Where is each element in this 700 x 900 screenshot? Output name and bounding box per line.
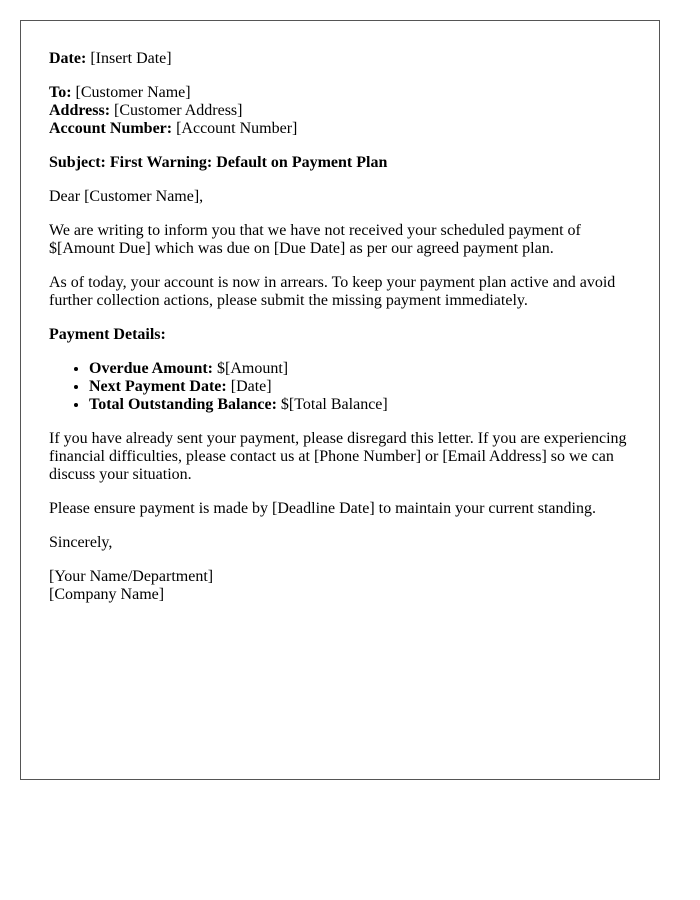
signature-company: [Company Name] <box>49 586 165 603</box>
to-line <box>49 84 631 102</box>
salutation: Dear [Customer Name], <box>49 188 204 205</box>
address-label: Address: <box>49 102 111 119</box>
list-item-next-payment-date <box>89 378 631 396</box>
date-value: [Insert Date] <box>90 50 172 67</box>
body-paragraph-1: We are writing to inform you that we have not received your scheduled payment of $[Amount Due] which was due on [Due Date] as per our agreed payment plan. <box>49 222 581 257</box>
date-line <box>49 50 631 68</box>
total-outstanding-balance-value: $[Total Balance] <box>280 396 388 413</box>
payment-details-heading-text: Payment Details: <box>49 326 166 343</box>
letter-document <box>20 20 660 780</box>
to-label: To: <box>49 84 72 101</box>
recipient-block <box>49 84 631 138</box>
subject-text: Subject: First Warning: Default on Payment Plan <box>49 154 388 171</box>
list-item-overdue-amount <box>89 360 631 378</box>
signature-name: [Your Name/Department] <box>49 568 214 585</box>
next-payment-date-value: [Date] <box>230 378 272 395</box>
payment-details-list <box>49 360 631 414</box>
payment-details-heading <box>49 326 631 344</box>
total-outstanding-balance-label: Total Outstanding Balance: <box>89 396 277 413</box>
overdue-amount-value: $[Amount] <box>217 360 289 377</box>
body-paragraph-2: As of today, your account is now in arrears. To keep your payment plan active and avoid further collection actions, please submit the missing payment immediately. <box>49 274 616 309</box>
body-paragraph-3: If you have already sent your payment, please disregard this letter. If you are experiencing financial difficulties, please contact us at [Phone Number] or [Email Address] so we can discuss your situation. <box>49 430 627 483</box>
next-payment-date-label: Next Payment Date: <box>89 378 227 395</box>
signature-block <box>49 568 631 604</box>
to-value: [Customer Name] <box>75 84 191 101</box>
list-item-total-outstanding-balance <box>89 396 631 414</box>
body-paragraph-4: Please ensure payment is made by [Deadline Date] to maintain your current standing. <box>49 500 596 517</box>
account-number-line <box>49 120 631 138</box>
address-line <box>49 102 631 120</box>
address-value: [Customer Address] <box>114 102 243 119</box>
account-number-label: Account Number: <box>49 120 173 137</box>
date-label: Date: <box>49 50 87 67</box>
overdue-amount-label: Overdue Amount: <box>89 360 213 377</box>
subject-line <box>49 154 631 172</box>
account-number-value: [Account Number] <box>176 120 298 137</box>
sign-off: Sincerely, <box>49 534 113 551</box>
